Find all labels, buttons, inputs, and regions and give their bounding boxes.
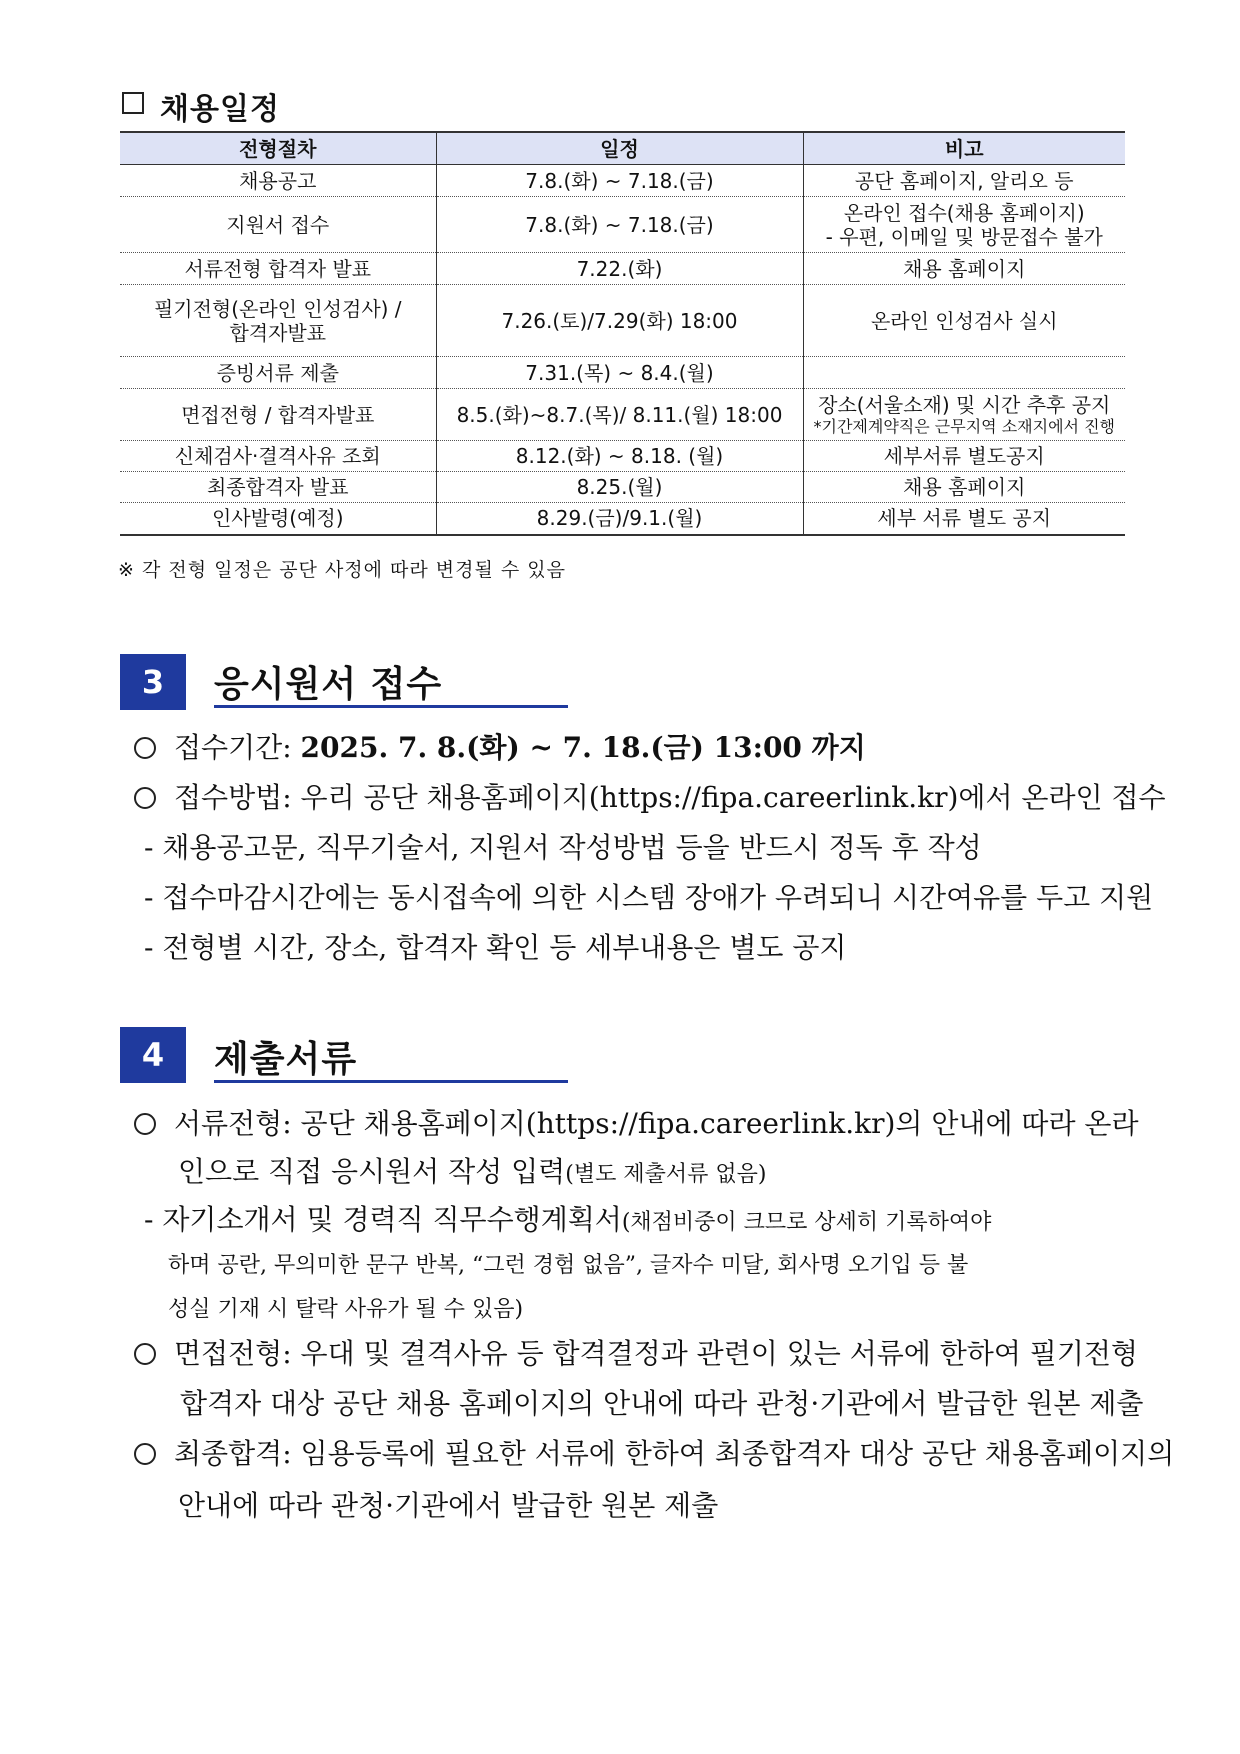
doc-line: 합격자 대상 공단 채용 홈페이지의 안내에 따라 관청·기관에서 발급한 원본 제출: [180, 1387, 1144, 1420]
doc-text: 최종합격: 임용등록에 필요한 서류에 한하여 최종합격자 대상 공단 채용홈페이지의: [174, 1437, 1175, 1470]
circle-bullet-icon: [134, 1343, 156, 1365]
circle-bullet-icon: [134, 737, 156, 759]
doc-text: - 자기소개서 및 경력직 직무수행계획서: [144, 1203, 622, 1236]
section-number: 3: [120, 654, 186, 710]
note-line-sub: *기간제계약직은 근무지역 소재지에서 진행: [813, 416, 1115, 436]
table-row: [120, 441, 1125, 472]
section-underline: [214, 705, 568, 708]
note-cell: 세부 서류 별도 공지: [803, 503, 1125, 535]
note-cell: 공단 홈페이지, 알리오 등: [803, 165, 1125, 197]
stage-line: 필기전형(온라인 인성검사) /: [153, 296, 402, 321]
date-cell: 8.29.(금)/9.1.(월): [436, 503, 803, 535]
note-cell: 채용 홈페이지: [803, 253, 1125, 285]
doc-line: [178, 1150, 766, 1190]
doc-line: 하며 공란, 무의미한 문구 반복, “그런 경험 없음”, 글자수 미달, 회사명 오기입 등 불: [168, 1253, 969, 1278]
note-cell: 온라인 인성검사 실시: [803, 285, 1125, 357]
note-line: 장소(서울소재) 및 시간 추후 공지: [818, 392, 1111, 417]
doc-subtext: (채점비중이 크므로 상세히 기록하여야: [621, 1210, 992, 1235]
stage-cell: [120, 285, 436, 357]
doc-text: 서류전형: 공단 채용홈페이지(https://fipa.careerlink.kr)의 안내에 따라 온라: [174, 1107, 1139, 1140]
bullet-item: - 전형별 시간, 장소, 합격자 확인 등 세부내용은 별도 공지: [144, 931, 847, 964]
section-title: 응시원서 접수: [214, 664, 443, 705]
doc-line: 안내에 따라 관청·기관에서 발급한 원본 제출: [178, 1489, 719, 1522]
table-row: [120, 472, 1125, 503]
schedule-footnote: ※ 각 전형 일정은 공단 사정에 따라 변경될 수 있음: [118, 559, 567, 581]
doc-line: [144, 1198, 991, 1238]
stage-cell: 증빙서류 제출: [120, 357, 436, 389]
bullet-item: - 접수마감시간에는 동시접속에 의한 시스템 장애가 우려되니 시간여유를 두고 지원: [144, 881, 1154, 914]
period-line: [134, 726, 866, 766]
note-cell: 채용 홈페이지: [803, 472, 1125, 503]
table-row: [120, 503, 1125, 535]
circle-bullet-icon: [134, 1113, 156, 1135]
date-cell: 7.26.(토)/7.29(화) 18:00: [436, 285, 803, 357]
stage-cell: 인사발령(예정): [120, 503, 436, 535]
doc-text: 인으로 직접 응시원서 작성 입력: [178, 1155, 566, 1188]
stage-cell: 최종합격자 발표: [120, 472, 436, 503]
note-line: 온라인 접수(채용 홈페이지): [843, 200, 1085, 225]
table-row: [120, 253, 1125, 285]
checkbox-icon: [122, 92, 144, 114]
table-row: [120, 285, 1125, 357]
note-line-sub: - 우편, 이메일 및 방문접수 불가: [825, 224, 1103, 249]
stage-line-sub: 합격자발표: [229, 320, 327, 345]
note-cell: [803, 357, 1125, 389]
doc-line: [134, 1432, 1174, 1472]
table-row: [120, 357, 1125, 389]
schedule-heading: 채용일정: [160, 92, 280, 127]
stage-cell: 채용공고: [120, 165, 436, 197]
section-underline: [214, 1080, 568, 1083]
col-header-date: 일정: [436, 132, 803, 165]
table-row: [120, 165, 1125, 197]
note-cell: [803, 197, 1125, 253]
date-cell: 7.8.(화) ~ 7.18.(금): [436, 165, 803, 197]
circle-bullet-icon: [134, 1443, 156, 1465]
circle-bullet-icon: [134, 787, 156, 809]
stage-cell: 지원서 접수: [120, 197, 436, 253]
section-number: 4: [120, 1027, 186, 1083]
doc-line: [134, 1332, 1138, 1372]
section-title: 제출서류: [214, 1039, 358, 1080]
bullet-item: - 채용공고문, 직무기술서, 지원서 작성방법 등을 반드시 정독 후 작성: [144, 831, 982, 864]
method-text: 접수방법: 우리 공단 채용홈페이지(https://fipa.careerlink.kr)에서 온라인 접수: [174, 781, 1166, 814]
doc-line: [134, 1102, 1139, 1142]
stage-cell: 면접전형 / 합격자발표: [120, 389, 436, 441]
date-cell: 8.25.(월): [436, 472, 803, 503]
date-cell: 8.12.(화) ~ 8.18. (월): [436, 441, 803, 472]
date-cell: 7.22.(화): [436, 253, 803, 285]
note-cell: 세부서류 별도공지: [803, 441, 1125, 472]
schedule-table: [120, 131, 1125, 536]
method-line: [134, 776, 1166, 816]
doc-text: 면접전형: 우대 및 결격사유 등 합격결정과 관련이 있는 서류에 한하여 필기전형: [174, 1337, 1138, 1370]
table-row: [120, 197, 1125, 253]
period-value: 2025. 7. 8.(화) ~ 7. 18.(금) 13:00 까지: [300, 731, 866, 764]
doc-subtext: (별도 제출서류 없음): [565, 1162, 767, 1187]
table-row: [120, 389, 1125, 441]
stage-cell: 신체검사·결격사유 조회: [120, 441, 436, 472]
col-header-stage: 전형절차: [120, 132, 436, 165]
period-label: 접수기간:: [174, 731, 301, 764]
date-cell: 7.8.(화) ~ 7.18.(금): [436, 197, 803, 253]
date-cell: 8.5.(화)~8.7.(목)/ 8.11.(월) 18:00: [436, 389, 803, 441]
note-cell: [803, 389, 1125, 441]
table-header-row: [120, 132, 1125, 165]
col-header-note: 비고: [803, 132, 1125, 165]
doc-line: 성실 기재 시 탈락 사유가 될 수 있음): [168, 1297, 524, 1322]
date-cell: 7.31.(목) ~ 8.4.(월): [436, 357, 803, 389]
stage-cell: 서류전형 합격자 발표: [120, 253, 436, 285]
